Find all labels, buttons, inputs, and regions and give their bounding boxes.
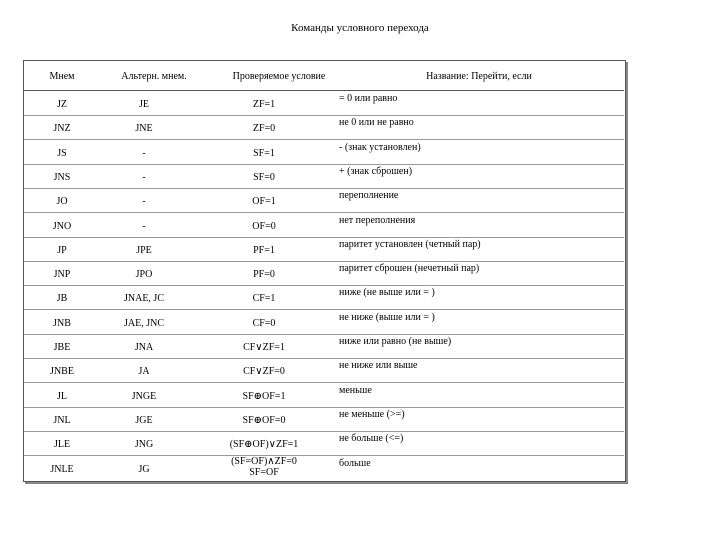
cell-alt-mnemonic: JA — [138, 366, 150, 378]
table-row — [24, 164, 624, 189]
cell-condition: SF=1 — [253, 147, 275, 159]
cell-name: не 0 или не равно — [339, 117, 414, 129]
cell-mnemonic: JBE — [53, 342, 71, 353]
cell-mnemonic: JL — [57, 390, 67, 402]
cell-name: - (знак установлен) — [339, 141, 421, 153]
table-row — [24, 188, 624, 213]
cell-alt-mnemonic: JNG — [134, 439, 154, 451]
header-alt: Альтерн. мнем. — [121, 71, 187, 82]
cell-alt-mnemonic: JNGE — [131, 390, 157, 402]
cell-alt-mnemonic: JNE — [135, 123, 153, 135]
table-row — [24, 213, 624, 238]
cell-condition: OF=0 — [252, 220, 276, 232]
table-row — [24, 407, 624, 432]
cell-mnemonic: JNP — [53, 269, 71, 281]
cell-alt-mnemonic: - — [142, 171, 146, 183]
cell-condition: SF⊕OF=0 — [242, 414, 286, 426]
cell-mnemonic: JB — [56, 293, 68, 305]
cell-mnemonic: JNZ — [53, 123, 71, 135]
cell-condition — [204, 456, 324, 478]
cell-alt-mnemonic: - — [142, 220, 146, 232]
cell-name: меньше — [339, 384, 372, 396]
cell-condition: ZF=0 — [252, 123, 276, 135]
table-row — [24, 91, 624, 116]
table-row — [24, 261, 624, 286]
header-cond: Проверяемое условие — [232, 71, 326, 82]
cell-mnemonic: JNL — [53, 414, 71, 426]
cell-alt-mnemonic: JPE — [136, 244, 152, 256]
table-row — [24, 115, 624, 140]
cell-condition-line2: SF=OF — [249, 466, 279, 478]
cell-mnemonic: JO — [56, 196, 68, 208]
page-title: Команды условного перехода — [291, 22, 429, 34]
cell-alt-mnemonic: JPO — [135, 269, 153, 281]
cell-mnemonic: JNLE — [50, 463, 74, 475]
header-mnem: Мнем — [49, 71, 75, 82]
cell-alt-mnemonic: JAE, JNC — [123, 317, 164, 329]
cell-name: нет переполнения — [339, 214, 416, 226]
cell-name: не ниже или выше — [339, 360, 418, 372]
cell-name: + (знак сброшен) — [339, 165, 413, 177]
table-row — [24, 237, 624, 262]
cell-alt-mnemonic: - — [142, 147, 146, 159]
cell-name: паритет установлен (четный пар) — [339, 238, 481, 250]
cell-name: ниже (не выше или = ) — [339, 287, 435, 299]
cell-alt-mnemonic: JNAE, JC — [123, 293, 164, 305]
cell-name: не ниже (выше или = ) — [339, 311, 435, 323]
table-row — [24, 140, 624, 165]
cell-name: = 0 или равно — [339, 93, 398, 104]
table-header — [24, 61, 624, 91]
cell-condition: CF=0 — [252, 317, 276, 329]
cell-condition: PF=0 — [253, 269, 275, 281]
table-row — [24, 334, 624, 359]
cell-mnemonic: JNBE — [50, 366, 74, 378]
cell-mnemonic: JS — [57, 147, 67, 159]
cell-condition: CF∨ZF=0 — [243, 366, 285, 378]
table-row — [24, 383, 624, 408]
conditional-jump-table — [23, 60, 626, 482]
cell-name: не больше (<=) — [339, 433, 404, 445]
cell-name: больше — [339, 457, 371, 469]
cell-condition: (SF⊕OF)∨ZF=1 — [229, 439, 299, 451]
cell-condition: CF=1 — [252, 293, 276, 305]
cell-mnemonic: JZ — [57, 99, 67, 110]
cell-mnemonic: JP — [57, 244, 67, 256]
cell-name: ниже или равно (не выше) — [339, 336, 452, 347]
cell-condition: CF∨ZF=1 — [243, 342, 285, 353]
table-row — [24, 456, 624, 490]
cell-condition: ZF=1 — [252, 99, 276, 110]
cell-alt-mnemonic: - — [142, 196, 146, 208]
cell-condition: SF⊕OF=1 — [242, 390, 286, 402]
header-name: Название: Перейти, если — [426, 71, 532, 82]
cell-alt-mnemonic: JNA — [134, 342, 154, 353]
table-row — [24, 310, 624, 335]
cell-condition: PF=1 — [253, 244, 275, 256]
cell-condition: OF=1 — [252, 196, 276, 208]
cell-name: переполнение — [339, 190, 399, 202]
cell-condition-line1: (SF=OF)∧ZF=0 — [231, 455, 297, 467]
table-row — [24, 431, 624, 456]
cell-mnemonic: JNO — [52, 220, 72, 232]
cell-mnemonic: JNS — [53, 171, 71, 183]
table-row — [24, 358, 624, 383]
cell-mnemonic: JLE — [53, 439, 71, 451]
cell-mnemonic: JNB — [53, 317, 71, 329]
cell-condition: SF=0 — [253, 171, 275, 183]
cell-name: не меньше (>=) — [339, 408, 405, 420]
cell-alt-mnemonic: JGE — [135, 414, 153, 426]
table-row — [24, 285, 624, 310]
cell-name: паритет сброшен (нечетный пар) — [339, 263, 480, 275]
cell-alt-mnemonic: JE — [139, 99, 149, 110]
cell-alt-mnemonic: JG — [138, 463, 150, 475]
